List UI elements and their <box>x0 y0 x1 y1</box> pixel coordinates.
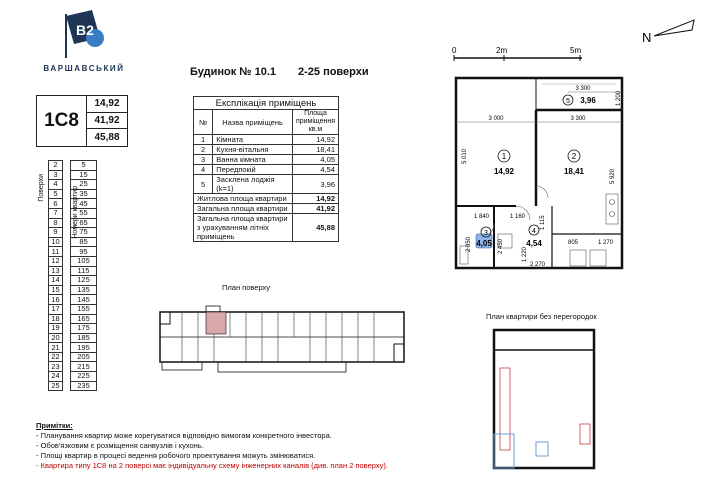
floor-number: 20 <box>49 333 63 343</box>
floor-number: 14 <box>49 276 63 286</box>
floor-row <box>49 343 97 353</box>
room-area: 4,54 <box>292 165 338 175</box>
total-name: Житлова площа квартири <box>194 194 293 204</box>
floor-plan-title: План поверху <box>222 283 271 292</box>
floor-number: 5 <box>49 189 63 199</box>
col-no: № <box>194 110 213 135</box>
note-item: - Планування квартир може корегуватися відповідно вимогам конкретного інвестора. <box>36 431 332 440</box>
floor-spacer <box>63 295 71 305</box>
dim-5010: 5 010 <box>462 148 468 164</box>
apartment-number: 75 <box>71 228 97 238</box>
room-4-number: 4 <box>532 228 536 235</box>
dim-5920: 5 920 <box>610 168 616 184</box>
explication-row <box>194 145 339 155</box>
total-with-loggia: 45,88 <box>94 131 120 143</box>
floors-label: Поверхи <box>38 174 45 202</box>
room-5-area: 3,96 <box>580 96 596 105</box>
floor-row <box>49 295 97 305</box>
room-5-number: 5 <box>566 98 570 105</box>
floor-row <box>49 372 97 382</box>
dim-1220: 1 220 <box>522 246 528 262</box>
room-area: 4,05 <box>292 155 338 165</box>
apartment-number: 105 <box>71 256 97 266</box>
floor-row <box>49 304 97 314</box>
room-area: 14,92 <box>292 135 338 145</box>
floor-spacer <box>63 218 71 228</box>
apartment-plan <box>448 74 628 274</box>
floor-spacer <box>63 189 71 199</box>
note-red: - Квартира типу 1С8 на 2 поверсі має індивідуальну схему інженерних каналів (див. план 2 поверху). <box>36 461 388 470</box>
floor-spacer <box>63 256 71 266</box>
note-item: - Площі квартир в процесі ведення робочого проектування можуть змінюватися. <box>36 451 316 460</box>
floor-spacer <box>63 372 71 382</box>
room-3-number: 3 <box>484 230 488 237</box>
room-3-area: 4,05 <box>476 239 492 248</box>
dim-1840: 1 840 <box>474 214 490 220</box>
floor-spacer <box>63 199 71 209</box>
explication-table <box>193 96 339 242</box>
floor-number: 18 <box>49 314 63 324</box>
room-no: 3 <box>194 155 213 165</box>
brand-name: ВАРШАВСЬКИЙ <box>43 64 125 73</box>
dim-2950: 2 950 <box>466 236 472 252</box>
floor-number: 16 <box>49 295 63 305</box>
floor-spacer <box>63 285 71 295</box>
room-1-area: 14,92 <box>493 167 515 176</box>
apartment-number: 15 <box>71 170 97 180</box>
notes-heading: Примітки: <box>36 421 73 430</box>
total-area: 14,92 <box>292 194 338 204</box>
brand-logo-icon <box>62 8 106 60</box>
apartment-number: 155 <box>71 304 97 314</box>
floor-spacer <box>63 276 71 286</box>
floor-row <box>49 276 97 286</box>
floor-number: 11 <box>49 247 63 257</box>
room-2-area: 18,41 <box>563 167 585 176</box>
total-name: Загальна площа квартири <box>194 204 293 214</box>
floor-spacer <box>63 208 71 218</box>
floor-number: 8 <box>49 218 63 228</box>
floor-spacer <box>63 228 71 238</box>
floor-row <box>49 256 97 266</box>
dim-2450: 2 450 <box>498 238 504 254</box>
room-no: 4 <box>194 165 213 175</box>
apartment-number: 185 <box>71 333 97 343</box>
total-area: 41,92 <box>292 204 338 214</box>
explication-row <box>194 135 339 145</box>
apartment-number: 35 <box>71 189 97 199</box>
no-walls-plan-title: План квартири без перегородок <box>486 312 597 321</box>
floor-row <box>49 314 97 324</box>
apartment-numbers-label: Номери квартир <box>72 186 79 239</box>
floors-table <box>36 160 97 391</box>
floor-spacer <box>63 333 71 343</box>
living-area: 14,92 <box>87 96 127 113</box>
dim-1270: 1 270 <box>598 240 614 246</box>
apartment-number: 205 <box>71 352 97 362</box>
floor-spacer <box>63 247 71 257</box>
col-area: Площа приміщення кв.м <box>292 110 338 135</box>
apartment-number: 195 <box>71 343 97 353</box>
apartment-number: 85 <box>71 237 97 247</box>
room-no: 2 <box>194 145 213 155</box>
floor-number: 23 <box>49 362 63 372</box>
room-no: 5 <box>194 175 213 194</box>
floor-plan <box>158 302 408 380</box>
explication-total-row <box>194 214 339 242</box>
floor-spacer <box>63 161 71 171</box>
floor-spacer <box>63 324 71 334</box>
apartment-number: 95 <box>71 247 97 257</box>
scale-2m: 2m <box>496 46 508 55</box>
floor-number: 7 <box>49 208 63 218</box>
building-title: Будинок № 10.1 <box>190 66 277 78</box>
apartment-areas <box>87 96 127 146</box>
floor-number: 4 <box>49 180 63 190</box>
apartment-number: 135 <box>71 285 97 295</box>
floor-number: 19 <box>49 324 63 334</box>
floor-number: 10 <box>49 237 63 247</box>
dim-2270: 2 270 <box>530 262 546 268</box>
floor-row <box>49 333 97 343</box>
apartment-number: 55 <box>71 208 97 218</box>
apartment-number: 25 <box>71 180 97 190</box>
apartment-number: 45 <box>71 199 97 209</box>
floor-number: 25 <box>49 381 63 391</box>
floor-row <box>49 285 97 295</box>
floor-number: 15 <box>49 285 63 295</box>
floor-spacer <box>63 362 71 372</box>
north-label: N <box>642 30 652 45</box>
apartment-number: 165 <box>71 314 97 324</box>
room-name: Ванна кімната <box>213 155 293 165</box>
dim-3300-top: 3 300 <box>575 86 591 92</box>
north-arrow-icon <box>640 16 698 46</box>
floor-number: 21 <box>49 343 63 353</box>
floor-row <box>49 324 97 334</box>
floor-spacer <box>63 352 71 362</box>
room-no: 1 <box>194 135 213 145</box>
room-1-number: 1 <box>501 152 507 161</box>
explication-title: Експлікація приміщень <box>194 97 339 110</box>
total-name: Загальна площа квартири з урахуванням літніх приміщень <box>194 214 293 242</box>
floor-row <box>49 381 97 391</box>
dim-3300: 3 300 <box>570 116 586 122</box>
floor-number: 3 <box>49 170 63 180</box>
room-name: Передпокій <box>213 165 293 175</box>
floor-spacer <box>63 170 71 180</box>
total-area: 41,92 <box>87 113 127 130</box>
floor-row <box>49 266 97 276</box>
room-2-number: 2 <box>571 152 577 161</box>
explication-row <box>194 165 339 175</box>
apartment-code: 1С8 <box>37 96 87 146</box>
room-name: Кімната <box>213 135 293 145</box>
apartment-number: 225 <box>71 372 97 382</box>
apartment-number: 5 <box>71 161 97 171</box>
building-floors: 2-25 поверхи <box>298 66 369 78</box>
notes <box>36 421 388 471</box>
apartment-number: 115 <box>71 266 97 276</box>
floor-spacer <box>63 381 71 391</box>
floor-row <box>49 170 97 180</box>
dim-3000: 3 000 <box>488 116 504 122</box>
floor-row <box>49 362 97 372</box>
room-area: 3,96 <box>292 175 338 194</box>
scale-bar <box>452 44 612 64</box>
logo-letter: B2 <box>76 22 94 38</box>
room-area: 18,41 <box>292 145 338 155</box>
floor-spacer <box>63 180 71 190</box>
scale-0: 0 <box>452 46 457 55</box>
apartment-code-box <box>36 95 128 147</box>
note-item: - Обов'язковим є розміщення санвузлів і кухонь. <box>36 441 204 450</box>
explication-total-row <box>194 194 339 204</box>
floor-spacer <box>63 343 71 353</box>
floor-spacer <box>63 266 71 276</box>
floor-row <box>49 352 97 362</box>
floor-spacer <box>63 237 71 247</box>
dim-805: 805 <box>568 240 579 246</box>
dim-1200: 1 200 <box>616 90 622 106</box>
floor-number: 22 <box>49 352 63 362</box>
explication-row <box>194 155 339 165</box>
apartment-number: 215 <box>71 362 97 372</box>
floor-number: 13 <box>49 266 63 276</box>
room-name: Засклена лоджія (k=1) <box>213 175 293 194</box>
apartment-number: 125 <box>71 276 97 286</box>
room-name: Кухня-вітальня <box>213 145 293 155</box>
apartment-number: 235 <box>71 381 97 391</box>
floor-number: 17 <box>49 304 63 314</box>
col-name: Назва приміщень <box>213 110 293 135</box>
floor-number: 9 <box>49 228 63 238</box>
floor-spacer <box>63 304 71 314</box>
floor-row <box>49 247 97 257</box>
floor-number: 24 <box>49 372 63 382</box>
dim-1115: 1 115 <box>540 215 546 230</box>
apartment-number: 175 <box>71 324 97 334</box>
apartment-number: 65 <box>71 218 97 228</box>
room-4-area: 4,54 <box>526 239 542 248</box>
dim-1160: 1 160 <box>510 214 526 220</box>
total-area: 45,88 <box>292 214 338 242</box>
floor-spacer <box>63 314 71 324</box>
explication-total-row <box>194 204 339 214</box>
apartment-number: 145 <box>71 295 97 305</box>
floor-number: 12 <box>49 256 63 266</box>
floor-number: 2 <box>49 161 63 171</box>
no-walls-plan <box>486 324 606 476</box>
explication-row <box>194 175 339 194</box>
floor-number: 6 <box>49 199 63 209</box>
floor-row <box>49 161 97 171</box>
scale-5m: 5m <box>570 46 582 55</box>
